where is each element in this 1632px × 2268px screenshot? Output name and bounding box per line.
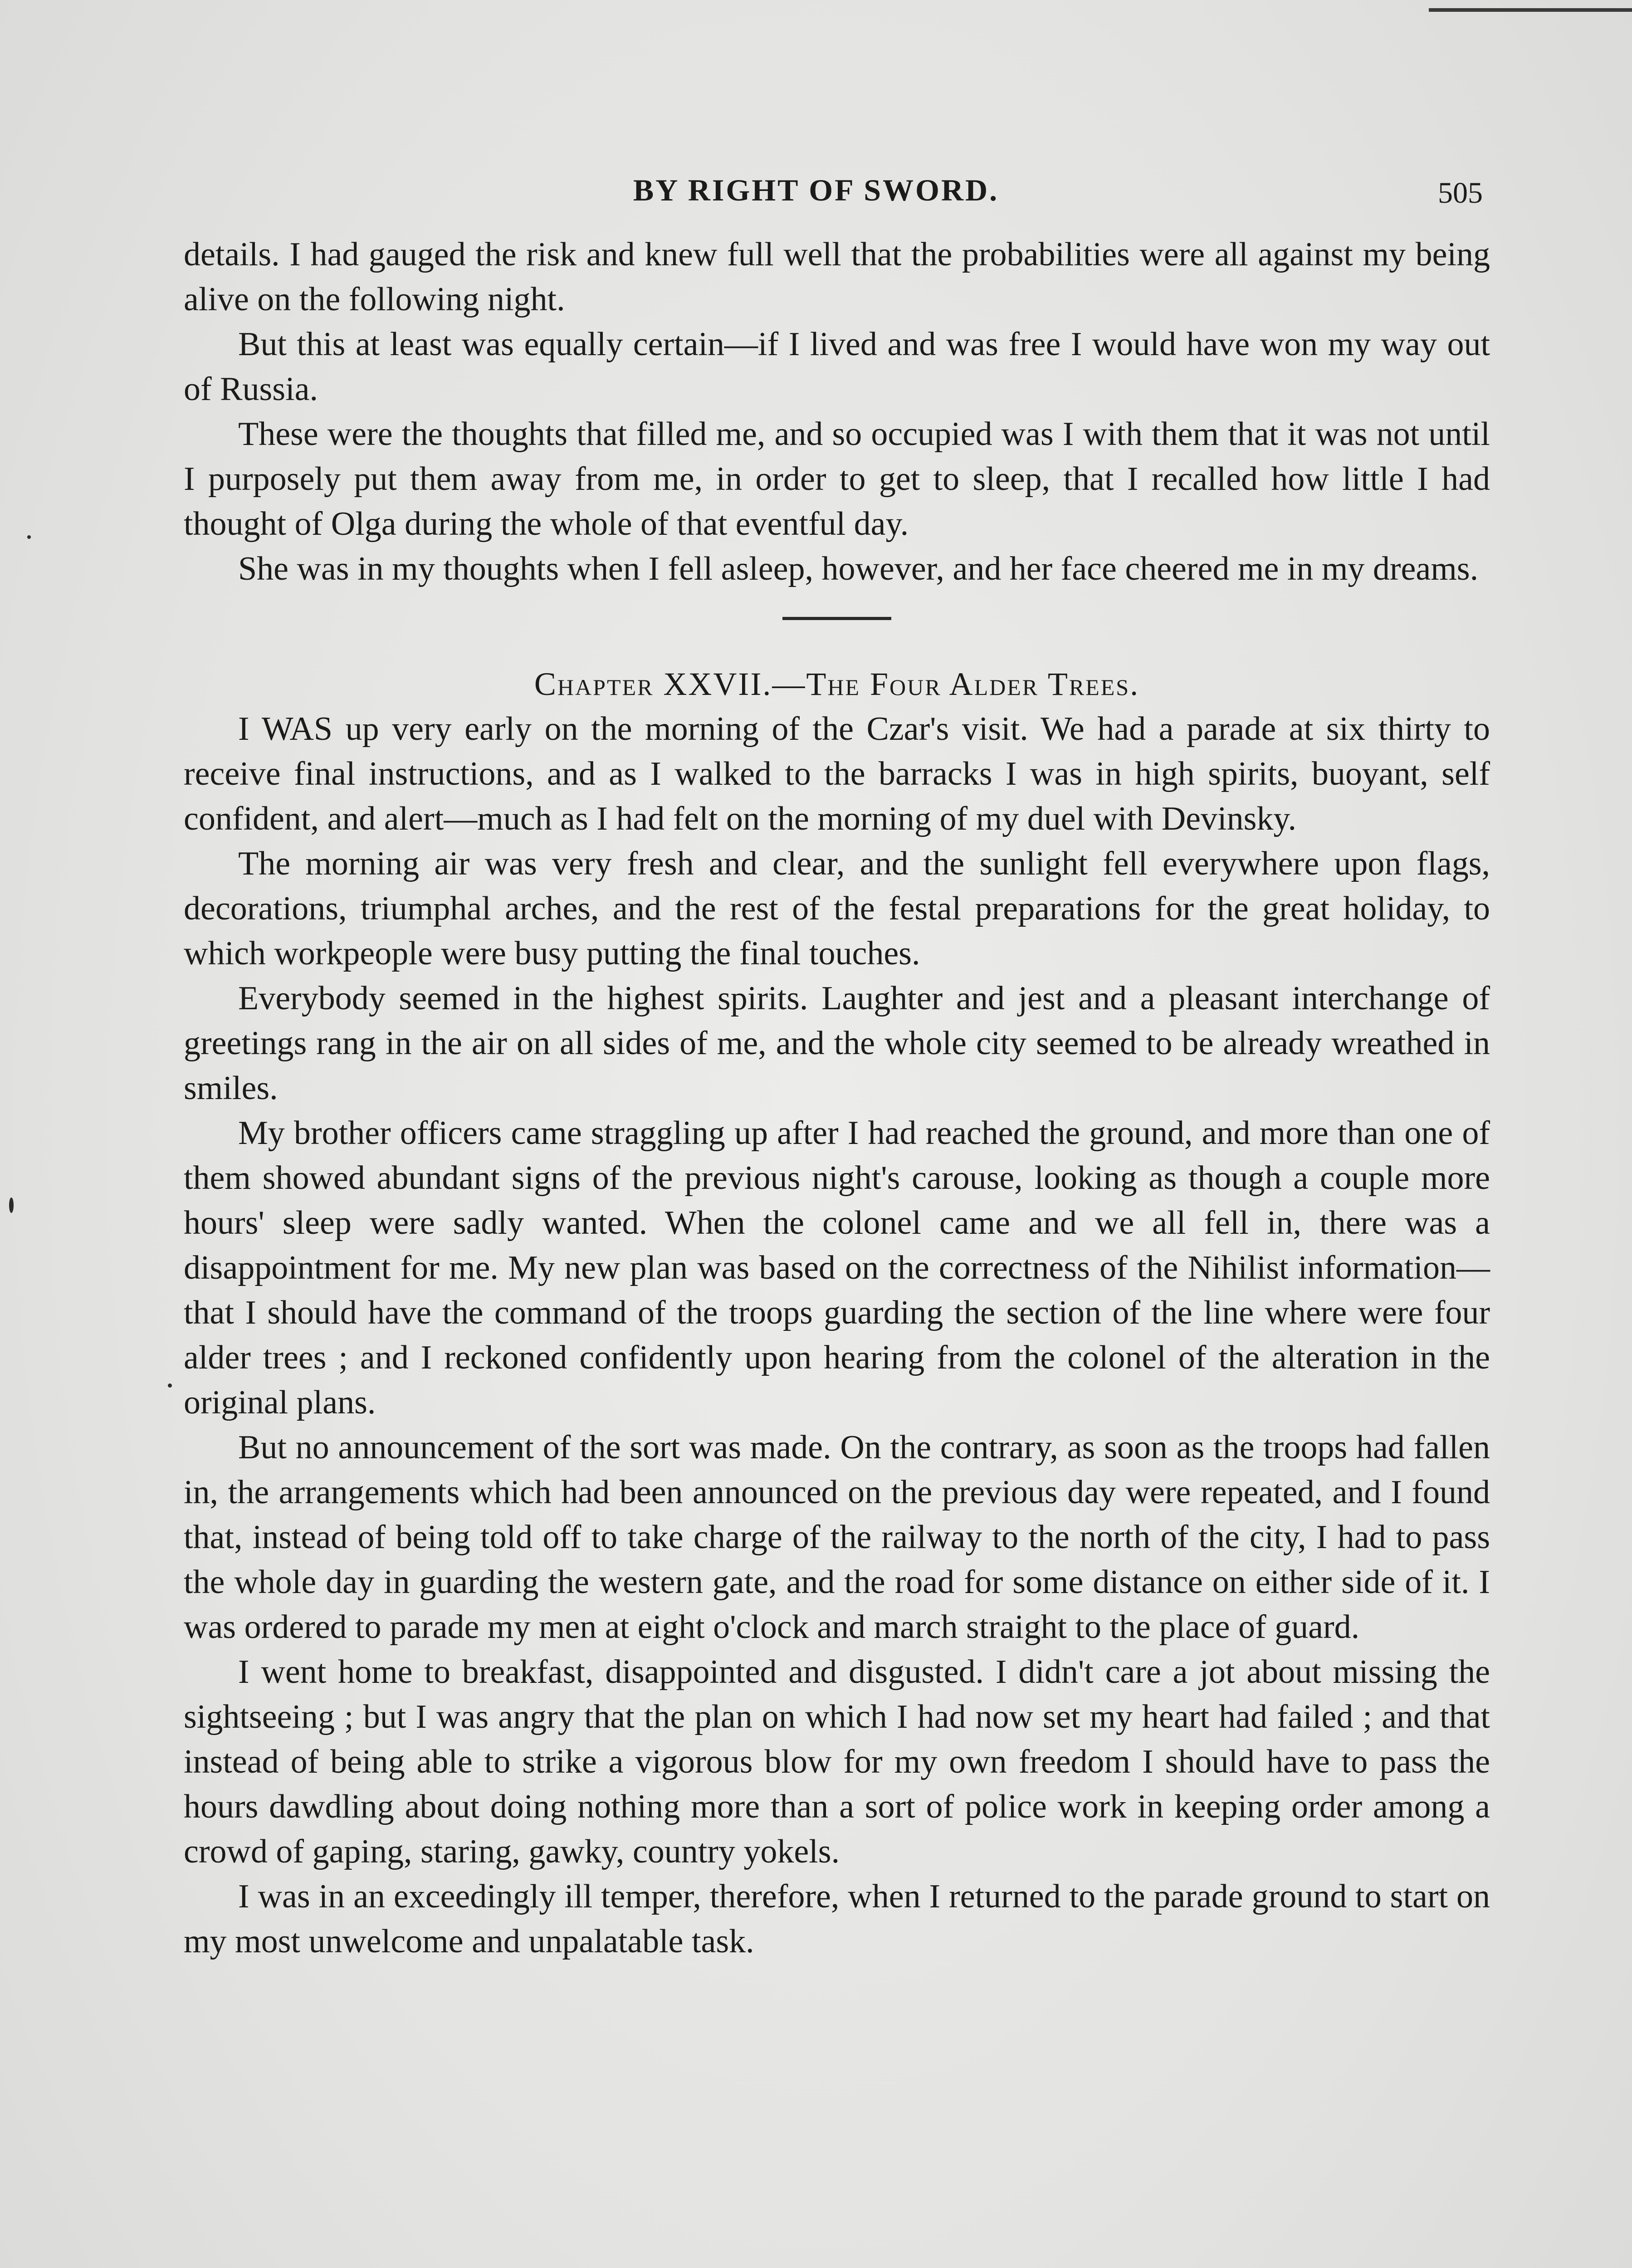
- ink-speck: [27, 535, 31, 539]
- chapter-title: The Four Alder Trees.: [806, 666, 1140, 702]
- paragraph: I went home to breakfast, disappointed and disgusted. I didn't care a jot about missing the sightseeing ; but I was angry that the plan on which I had now set my heart had failed ; and that instead of being able to strike a vigorous blow for my own freedom I should have to pass the hours dawdling about doing nothing more than a sort of police work in keeping order among a crowd of gaping, staring, gawky, country yokels.: [184, 1653, 1490, 1870]
- scan-edge-rule: [1429, 8, 1632, 12]
- body-text: [184, 232, 1490, 1964]
- paragraph: I was in an exceedingly ill temper, therefore, when I returned to the parade ground to start on my most unwelcome and unpalatable task.: [184, 1878, 1490, 1960]
- paragraph: My brother officers came straggling up after I had reached the ground, and more than one of them showed abundant signs of the previous night's carouse, looking as though a couple more hours' sleep were sadly wanted. When the colonel came and we all fell in, there was a disappointment for me. My new plan was based on the correctness of the Nihilist information—that I should have the command of the troops guarding the section of the line where were four alder trees ; and I reckoned confidently upon hearing from the colonel of the alteration in the original plans.: [184, 1114, 1490, 1421]
- paragraph: She was in my thoughts when I fell asleep, however, and her face cheered me in my dreams.: [238, 550, 1479, 587]
- chapter-dash: —: [772, 666, 806, 702]
- ink-speck: [9, 1198, 14, 1213]
- ink-speck: [168, 1383, 172, 1388]
- paragraph: details. I had gauged the risk and knew full well that the probabilities were all against my being alive on the following night.: [184, 236, 1490, 318]
- page-number: 505: [1438, 176, 1483, 210]
- paragraph: Everybody seemed in the highest spirits. Laughter and jest and a pleasant interchange of greetings rang in the air on all sides of me, and the whole city seemed to be already wreathed in smiles.: [184, 980, 1490, 1107]
- chapter-heading: [184, 662, 1490, 707]
- paragraph: But no announcement of the sort was made. On the contrary, as soon as the troops had fallen in, the arrangements which had been announced on the previous day were repeated, and I found that, instead of being told off to take charge of the railway to the north of the city, I had to pass the whole day in guarding the western gate, and the road for some distance on either side of it. I was ordered to parade my men at eight o'clock and march straight to the place of guard.: [184, 1429, 1490, 1646]
- running-head: BY RIGHT OF SWORD.: [633, 173, 999, 207]
- chapter-number: Chapter XXVII.: [534, 666, 772, 702]
- paragraph: But this at least was equally certain—if I lived and was free I would have won my way out of Russia.: [184, 326, 1490, 408]
- paragraph: These were the thoughts that filled me, and so occupied was I with them that it was not until I purposely put them away from me, in order to get to sleep, that I recalled how little I had thought of Olga during the whole of that eventful day.: [184, 415, 1490, 543]
- paragraph: I WAS up very early on the morning of the Czar's visit. We had a parade at six thirty to receive final instructions, and as I walked to the barracks I was in high spirits, buoyant, self confident, and alert—much as I had felt on the morning of my duel with Devinsky.: [184, 710, 1490, 837]
- paragraph: The morning air was very fresh and clear, and the sunlight fell everywhere upon flags, decorations, triumphal arches, and the rest of the festal preparations for the great holiday, to which workpeople were busy putting the final touches.: [184, 845, 1490, 972]
- section-divider: [782, 617, 891, 620]
